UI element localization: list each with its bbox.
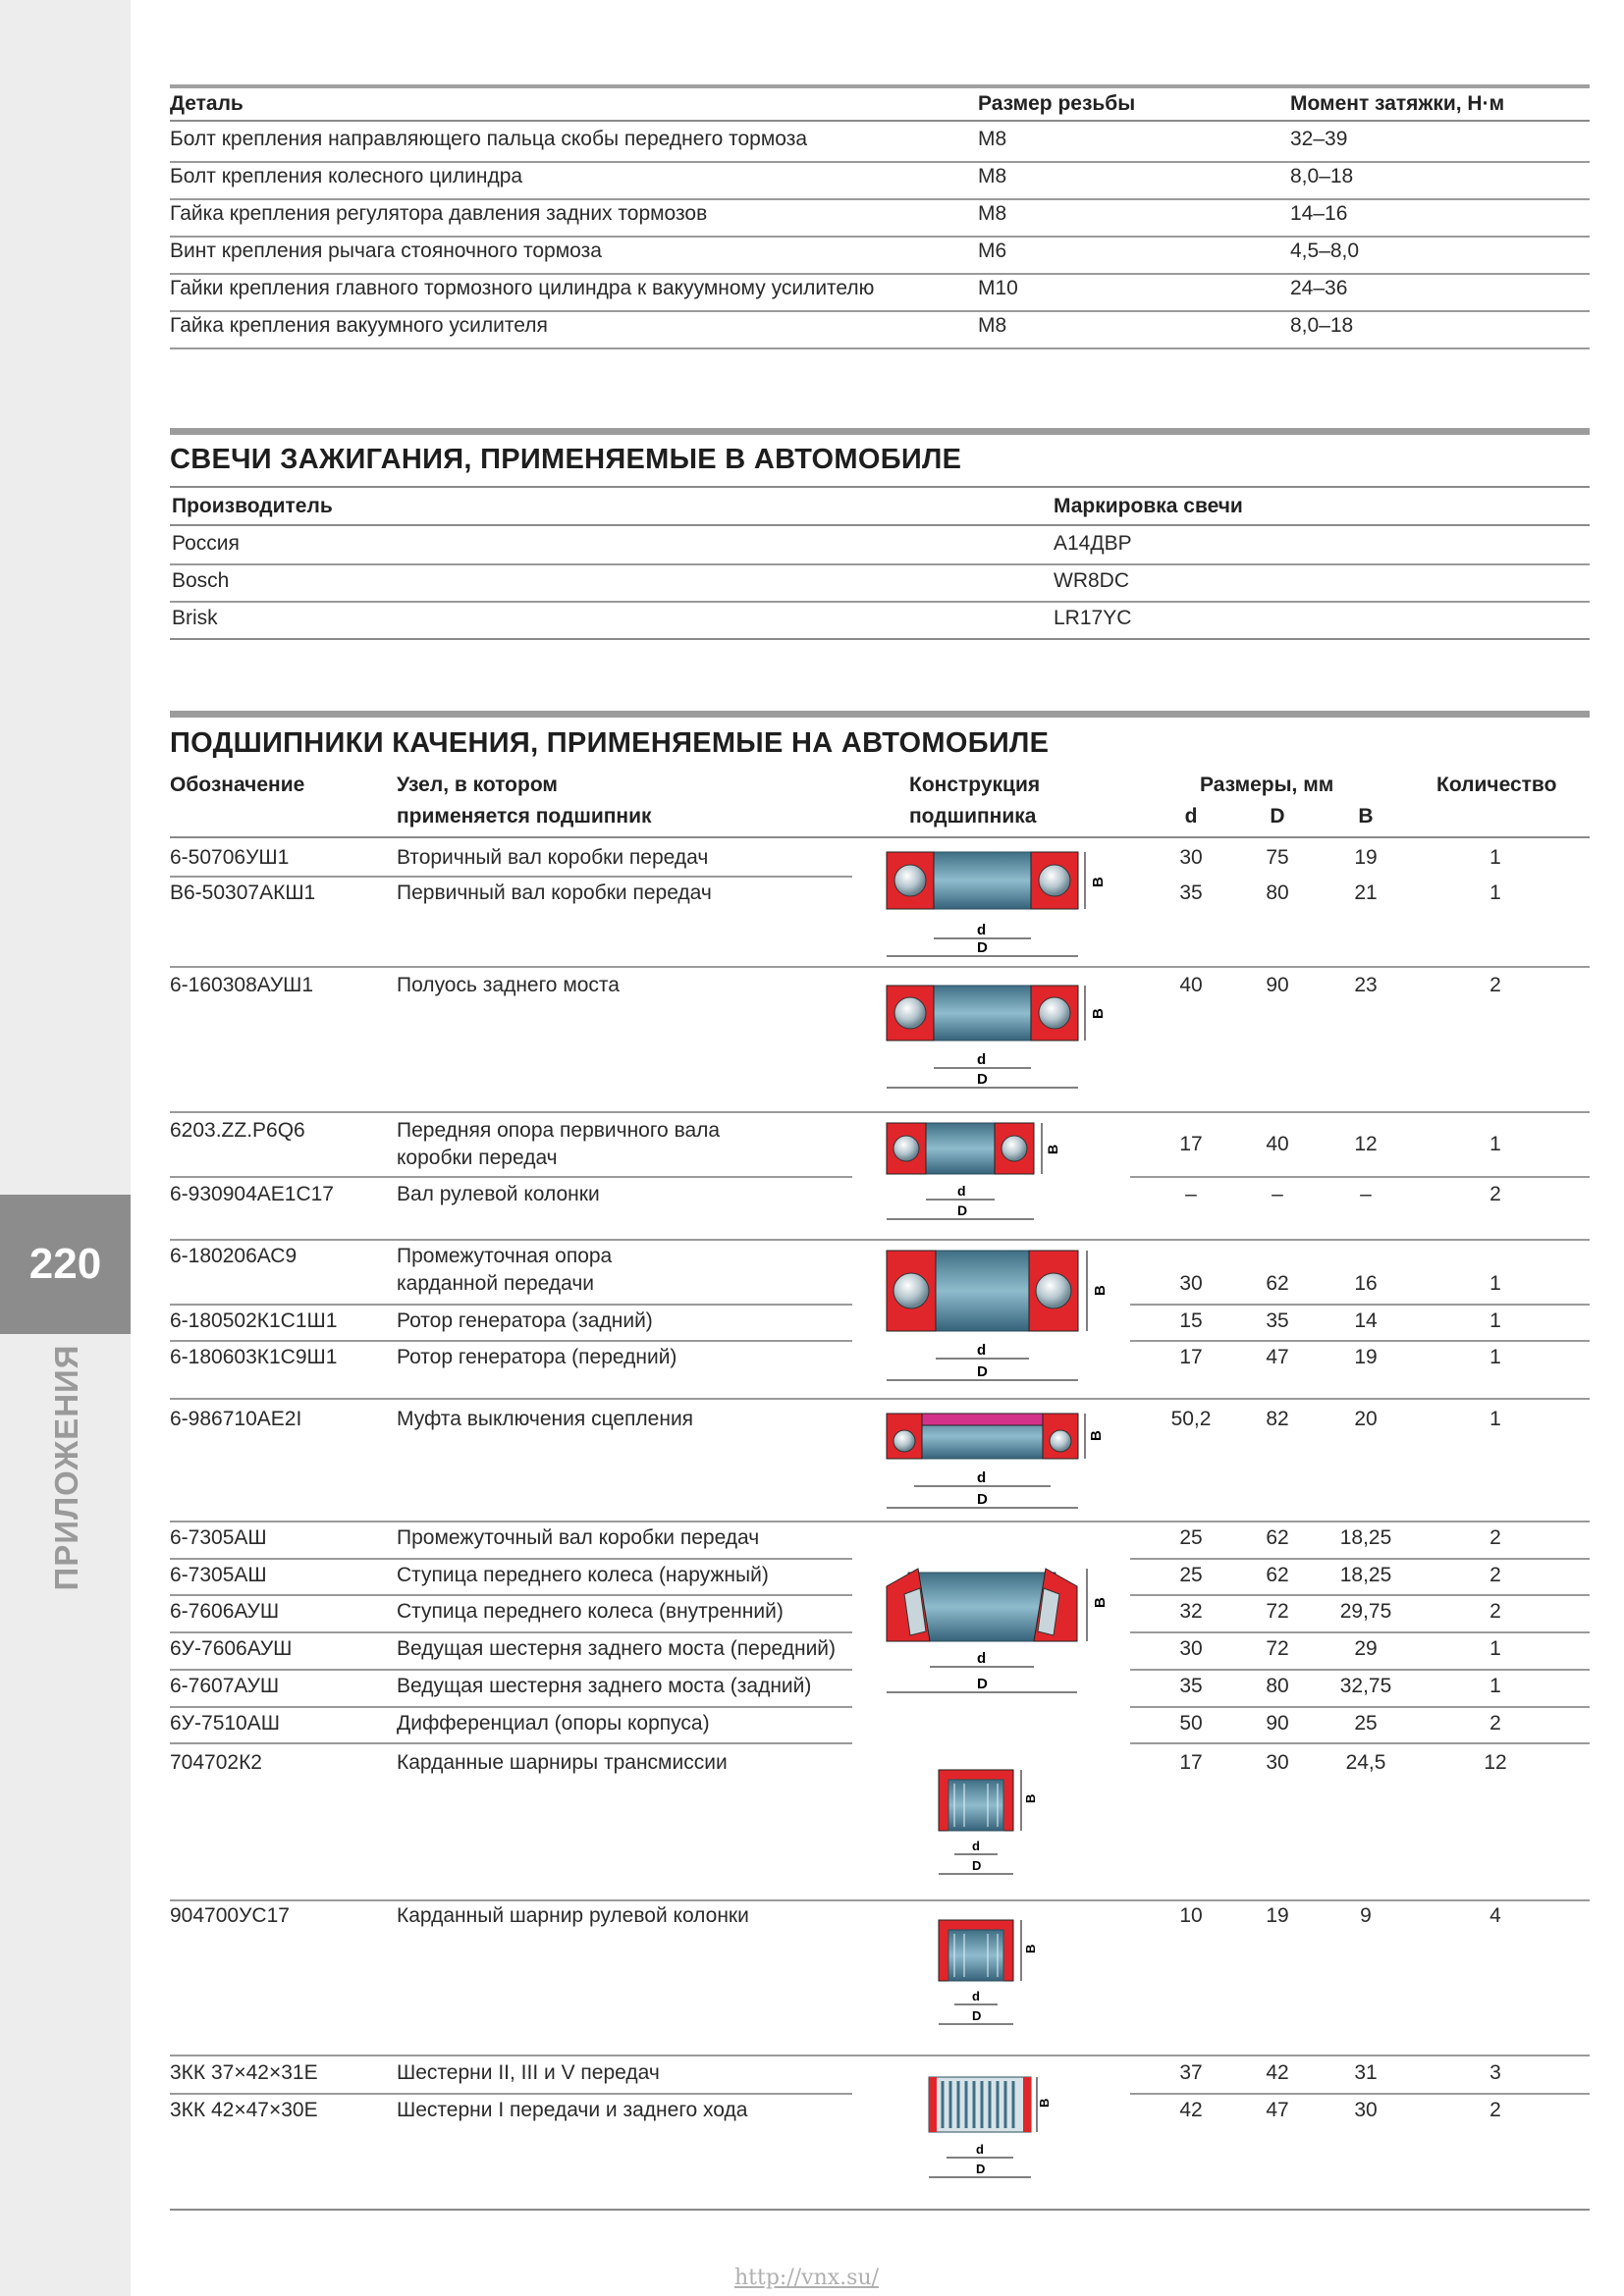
row-rule [1130, 1304, 1590, 1306]
B-cell: 19 [1354, 1346, 1378, 1368]
row-rule [1130, 2093, 1590, 2095]
diagram-label-B: B [1092, 1597, 1109, 1608]
row-rule [1130, 1558, 1590, 1560]
unit-cell: Полуось заднего моста [397, 974, 620, 996]
d-cell: 32 [1179, 1600, 1203, 1623]
thread-cell: M8 [978, 202, 1007, 225]
rule [170, 120, 1590, 122]
diagram-label-D: D [977, 1363, 988, 1380]
designation-cell: 3КК 37×42×31Е [170, 2061, 318, 2084]
row-rule [1130, 1742, 1590, 1744]
D-cell: 80 [1266, 881, 1289, 904]
B-cell: 14 [1354, 1309, 1378, 1332]
rule [170, 601, 1590, 603]
unit-cell-line2: коробки передач [397, 1147, 558, 1169]
maker-cell: Россия [172, 532, 240, 555]
rule [170, 161, 1590, 163]
B-cell: 19 [1354, 846, 1378, 869]
torque-cell: 24–36 [1290, 277, 1348, 299]
qty-cell: 3 [1489, 2061, 1501, 2084]
qty-cell: 1 [1489, 1309, 1501, 1332]
qty-cell: 1 [1489, 881, 1501, 904]
torque-cell: 32–39 [1290, 128, 1348, 150]
sidebar [0, 0, 131, 2296]
part-cell: Гайки крепления главного тормозного цилиндра к вакуумному усилителю [170, 277, 875, 299]
row-rule [1130, 1706, 1590, 1708]
rule [170, 836, 1590, 838]
designation-cell: 3КК 42×47×30Е [170, 2099, 318, 2121]
designation-cell: 6-7606АУШ [170, 1600, 280, 1623]
unit-cell: Первичный вал коробки передач [397, 881, 712, 904]
d-cell: 17 [1179, 1133, 1203, 1155]
B-cell: 18,25 [1339, 1564, 1392, 1586]
qty-cell: 2 [1489, 1564, 1501, 1586]
release-bearing-diagram [879, 1406, 1114, 1516]
D-cell: 35 [1266, 1309, 1289, 1332]
d-cell: 50,2 [1170, 1408, 1212, 1430]
part-cell: Винт крепления рычага стояночного тормоза [170, 240, 602, 262]
diagram-label-d: d [977, 1342, 987, 1359]
B-cell: 25 [1354, 1712, 1378, 1735]
qty-cell: 2 [1489, 1712, 1501, 1735]
maker-cell: Bosch [172, 569, 230, 592]
designation-cell: 6-7607АУШ [170, 1675, 280, 1697]
B-cell: 18,25 [1339, 1526, 1392, 1549]
ball-bearing-diagram [879, 842, 1114, 962]
table-bottom-rule [170, 2209, 1590, 2211]
diagram-label-B: B [1023, 1793, 1038, 1803]
part-cell: Гайка крепления вакуумного усилителя [170, 314, 548, 337]
unit-cell: Ведущая шестерня заднего моста (задний) [397, 1675, 812, 1697]
row-rule [1130, 1176, 1590, 1178]
D-cell: 72 [1266, 1600, 1289, 1623]
part-cell: Болт крепления направляющего пальца скобы переднего тормоза [170, 128, 808, 150]
qty-cell: 1 [1489, 1133, 1501, 1155]
part-cell: Болт крепления колесного цилиндра [170, 165, 523, 187]
rule [170, 347, 1590, 349]
designation-cell: 6-986710АЕ2I [170, 1408, 302, 1430]
d-cell: 37 [1179, 2061, 1203, 2084]
unit-cell-line2: карданной передачи [397, 1272, 594, 1295]
B-cell: 24,5 [1345, 1751, 1386, 1774]
d-cell: 35 [1179, 881, 1203, 904]
col-design-l1: Конструкция [909, 774, 1041, 796]
designation-cell: 6-180603К1С9Ш1 [170, 1346, 338, 1368]
torque-cell: 14–16 [1290, 202, 1348, 225]
rule [170, 273, 1590, 275]
plugs-title: СВЕЧИ ЗАЖИГАНИЯ, ПРИМЕНЯЕМЫЕ В АВТОМОБИЛЕ [170, 444, 962, 475]
needle-cage-diagram [921, 2069, 1052, 2189]
sealed-bearing-diagram [879, 1245, 1114, 1390]
table-header [170, 90, 1590, 120]
diagram-label-d: d [957, 1183, 966, 1199]
designation-cell: 6-7305АШ [170, 1526, 267, 1549]
unit-cell: Ступица переднего колеса (наружный) [397, 1564, 769, 1586]
thread-cell: M8 [978, 314, 1007, 337]
unit-cell: Карданные шарниры трансмиссии [397, 1751, 728, 1774]
unit-cell: Вторичный вал коробки передач [397, 846, 709, 869]
B-cell: 29 [1354, 1637, 1378, 1660]
col-mark: Маркировка свечи [1054, 495, 1243, 517]
qty-cell: 1 [1489, 1675, 1501, 1697]
qty-cell: 4 [1489, 1904, 1501, 1927]
D-cell: 62 [1266, 1526, 1289, 1549]
designation-cell: 6-7305АШ [170, 1564, 267, 1586]
rule [170, 638, 1590, 640]
group-rule [170, 2055, 1590, 2056]
row-rule [170, 1742, 852, 1744]
thread-cell: M8 [978, 128, 1007, 150]
mark-cell: А14ДВР [1054, 532, 1132, 555]
qty-cell: 2 [1489, 1600, 1501, 1623]
row-rule [170, 1176, 852, 1178]
D-cell: 47 [1266, 1346, 1289, 1368]
ball-bearing-diagram [879, 1119, 1075, 1229]
d-cell: 50 [1179, 1712, 1203, 1735]
row-rule [170, 1304, 852, 1306]
B-cell: 29,75 [1339, 1600, 1392, 1623]
designation-cell: 6-50706УШ1 [170, 846, 290, 869]
rule [170, 84, 1590, 88]
group-rule [170, 1398, 1590, 1400]
diagram-label-B: B [1088, 1430, 1105, 1441]
diagram-label-d: d [972, 1989, 980, 2003]
d-cell: 10 [1179, 1904, 1203, 1927]
section-rule [170, 711, 1590, 718]
unit-cell: Вал рулевой колонки [397, 1183, 600, 1205]
rule [170, 310, 1590, 312]
unit-cell-line1: Промежуточная опора [397, 1245, 613, 1267]
diagram-label-d: d [976, 2142, 984, 2157]
rule [170, 563, 1590, 565]
d-cell: 17 [1179, 1751, 1203, 1774]
col-part: Деталь [170, 92, 244, 115]
D-cell: 80 [1266, 1675, 1289, 1697]
qty-cell: 1 [1489, 846, 1501, 869]
d-cell: 30 [1179, 1272, 1203, 1295]
unit-cell: Ротор генератора (передний) [397, 1346, 677, 1368]
designation-cell: 6-180206АС9 [170, 1245, 298, 1267]
D-cell: 42 [1266, 2061, 1289, 2084]
row-rule [1130, 1340, 1590, 1342]
col-thread: Размер резьбы [978, 92, 1136, 115]
B-cell: 9 [1360, 1904, 1372, 1927]
qty-cell: 1 [1489, 1272, 1501, 1295]
row-rule [170, 1706, 852, 1708]
thread-cell: M8 [978, 165, 1007, 187]
group-rule [170, 966, 1590, 968]
d-cell: 42 [1179, 2099, 1203, 2121]
diagram-label-D: D [977, 1676, 988, 1692]
diagram-label-D: D [977, 1071, 988, 1088]
designation-cell: 6У-7606АУШ [170, 1637, 293, 1660]
D-cell: 19 [1266, 1904, 1289, 1927]
D-cell: 75 [1266, 846, 1289, 869]
diagram-label-D: D [972, 2008, 982, 2023]
diagram-label-B: B [1023, 1944, 1038, 1953]
needle-cup-diagram [931, 1914, 1039, 2034]
diagram-label-d: d [977, 922, 987, 938]
designation-cell: 6-180502К1С1Ш1 [170, 1309, 338, 1332]
footer-url-link[interactable]: http://vnx.su/ [734, 2266, 880, 2290]
group-rule [170, 1899, 1590, 1901]
group-rule [170, 1111, 1590, 1113]
col-designation: Обозначение [170, 774, 305, 796]
thread-cell: M10 [978, 277, 1018, 299]
maker-cell: Brisk [172, 607, 218, 629]
d-cell: 30 [1179, 846, 1203, 869]
B-cell: 23 [1354, 974, 1378, 996]
B-cell: 20 [1354, 1408, 1378, 1430]
d-cell: 17 [1179, 1346, 1203, 1368]
part-cell: Гайка крепления регулятора давления задних тормозов [170, 202, 708, 225]
diagram-label-d: d [977, 1051, 987, 1068]
diagram-label-B: B [1037, 2098, 1052, 2108]
d-cell: 15 [1179, 1309, 1203, 1332]
B-cell: 16 [1354, 1272, 1378, 1295]
col-B: B [1358, 805, 1374, 828]
qty-cell: 1 [1489, 1408, 1501, 1430]
col-design-l2: подшипника [909, 805, 1037, 828]
rule [170, 236, 1590, 238]
col-torque: Момент затяжки, Н·м [1290, 92, 1505, 115]
B-cell: 21 [1354, 881, 1378, 904]
row-rule [170, 876, 852, 878]
d-cell: 35 [1179, 1675, 1203, 1697]
qty-cell: 2 [1489, 2099, 1501, 2121]
ball-bearing-diagram [879, 978, 1114, 1097]
D-cell: – [1272, 1183, 1283, 1205]
D-cell: 82 [1266, 1408, 1289, 1430]
bearings-title: ПОДШИПНИКИ КАЧЕНИЯ, ПРИМЕНЯЕМЫЕ НА АВТОМОБИЛЕ [170, 727, 1050, 759]
unit-cell-line1: Передняя опора первичного вала [397, 1119, 721, 1142]
page-number: 220 [28, 1240, 102, 1288]
rule [170, 524, 1590, 526]
d-cell: 25 [1179, 1564, 1203, 1586]
col-d: d [1184, 805, 1198, 828]
rule [170, 198, 1590, 200]
unit-cell: Ведущая шестерня заднего моста (передний) [397, 1637, 837, 1660]
d-cell: 30 [1179, 1637, 1203, 1660]
row-rule [170, 2093, 852, 2095]
diagram-label-B: B [1045, 1144, 1060, 1154]
diagram-label-B: B [1090, 1008, 1107, 1019]
unit-cell: Дифференциал (опоры корпуса) [397, 1712, 710, 1735]
diagram-label-B: B [1090, 877, 1107, 887]
d-cell: 40 [1179, 974, 1203, 996]
D-cell: 62 [1266, 1564, 1289, 1586]
row-rule [170, 1631, 852, 1633]
designation-cell: В6-50307АКШ1 [170, 881, 316, 904]
D-cell: 47 [1266, 2099, 1289, 2121]
col-sizes: Размеры, мм [1200, 774, 1334, 796]
col-qty: Количество [1436, 774, 1557, 796]
section-label: ПРИЛОЖЕНИЯ [48, 1344, 84, 1591]
D-cell: 62 [1266, 1272, 1289, 1295]
designation-cell: 704702К2 [170, 1751, 262, 1774]
diagram-label-B: B [1092, 1285, 1109, 1296]
torque-cell: 8,0–18 [1290, 314, 1354, 337]
D-cell: 40 [1266, 1133, 1289, 1155]
unit-cell: Шестерни I передачи и заднего хода [397, 2099, 748, 2121]
row-rule [170, 1594, 852, 1596]
rule [170, 486, 1590, 488]
unit-cell: Карданный шарнир рулевой колонки [397, 1904, 749, 1927]
section-rule [170, 428, 1590, 435]
diagram-label-d: d [977, 1650, 987, 1667]
row-rule [1130, 1669, 1590, 1671]
row-rule [170, 1669, 852, 1671]
diagram-label-D: D [977, 939, 988, 956]
d-cell: 25 [1179, 1526, 1203, 1549]
qty-cell: 2 [1489, 974, 1501, 996]
row-rule [1130, 1594, 1590, 1596]
D-cell: 90 [1266, 974, 1289, 996]
unit-cell: Шестерни II, III и V передач [397, 2061, 660, 2084]
designation-cell: 6-160308АУШ1 [170, 974, 314, 996]
row-rule [1130, 1631, 1590, 1633]
group-rule [170, 1239, 1590, 1241]
D-cell: 90 [1266, 1712, 1289, 1735]
thread-cell: M6 [978, 240, 1007, 262]
D-cell: 30 [1266, 1751, 1289, 1774]
designation-cell: 6203.ZZ.P6Q6 [170, 1119, 305, 1142]
qty-cell: 2 [1489, 1526, 1501, 1549]
qty-cell: 12 [1484, 1751, 1507, 1774]
qty-cell: 2 [1489, 1183, 1501, 1205]
col-maker: Производитель [172, 495, 333, 517]
group-rule [170, 1521, 1590, 1522]
unit-cell: Ступица переднего колеса (внутренний) [397, 1600, 784, 1623]
B-cell: 32,75 [1339, 1675, 1392, 1697]
B-cell: – [1360, 1183, 1372, 1205]
diagram-label-d: d [977, 1469, 987, 1486]
diagram-label-D: D [957, 1202, 968, 1218]
mark-cell: WR8DC [1054, 569, 1129, 592]
qty-cell: 1 [1489, 1346, 1501, 1368]
unit-cell: Муфта выключения сцепления [397, 1408, 694, 1430]
designation-cell: 904700УС17 [170, 1904, 290, 1927]
D-cell: 72 [1266, 1637, 1289, 1660]
torque-cell: 8,0–18 [1290, 165, 1354, 187]
d-cell: – [1185, 1183, 1197, 1205]
col-D: D [1270, 805, 1285, 828]
B-cell: 30 [1354, 2099, 1378, 2121]
designation-cell: 6У-7510АШ [170, 1712, 280, 1735]
row-rule [170, 1340, 852, 1342]
needle-cup-diagram [931, 1764, 1039, 1884]
mark-cell: LR17YC [1054, 607, 1132, 629]
diagram-label-d: d [972, 1839, 980, 1853]
torque-cell: 4,5–8,0 [1290, 240, 1360, 262]
col-unit-l1: Узел, в котором [397, 774, 558, 796]
diagram-label-D: D [977, 1491, 988, 1508]
qty-cell: 1 [1489, 1637, 1501, 1660]
unit-cell: Промежуточный вал коробки передач [397, 1526, 760, 1549]
B-cell: 12 [1354, 1133, 1378, 1155]
tapered-bearing-diagram [879, 1563, 1114, 1708]
diagram-label-D: D [976, 2162, 986, 2176]
row-rule [170, 1558, 852, 1560]
unit-cell: Ротор генератора (задний) [397, 1309, 653, 1332]
B-cell: 31 [1354, 2061, 1378, 2084]
designation-cell: 6-930904АЕ1С17 [170, 1183, 334, 1205]
diagram-label-D: D [972, 1858, 982, 1873]
col-unit-l2: применяется подшипник [397, 805, 652, 828]
